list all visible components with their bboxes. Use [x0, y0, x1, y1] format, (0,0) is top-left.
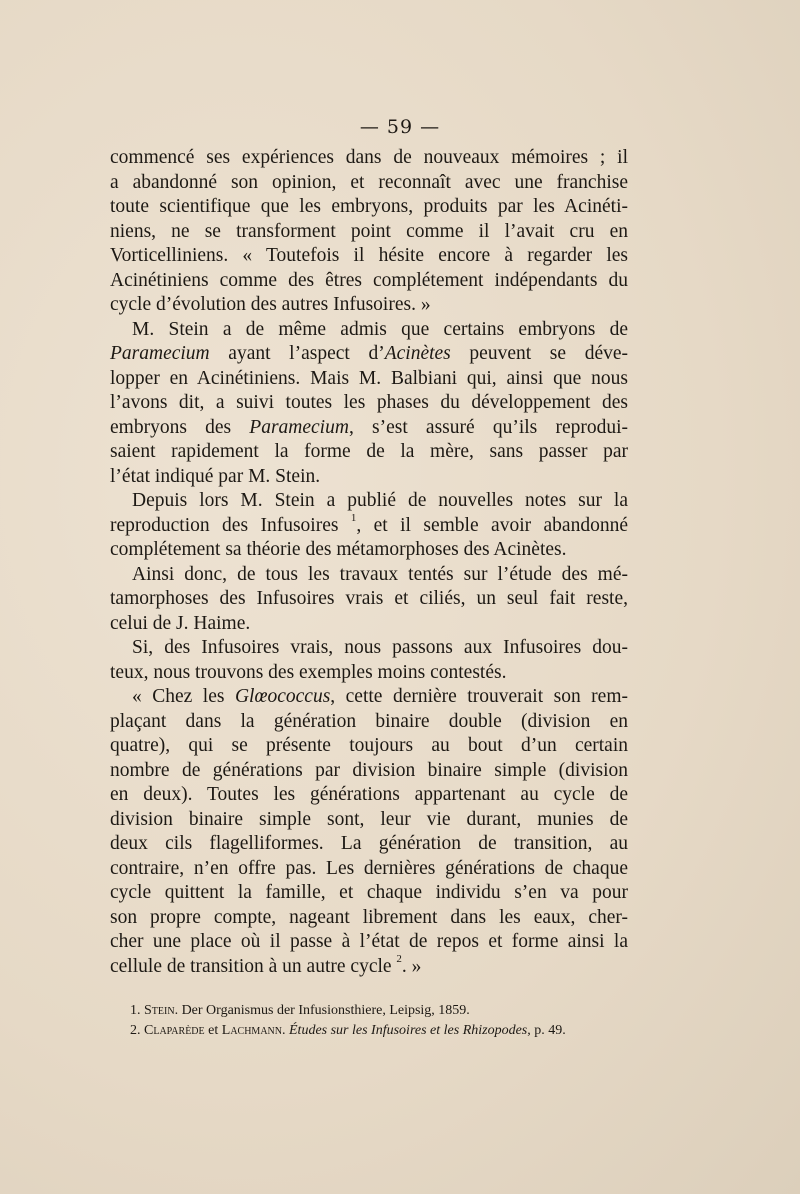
- footnote-separator: .: [282, 1023, 289, 1038]
- footnote-author: Stein: [144, 1003, 175, 1018]
- text-line: M. Stein a de même admis que certains embryons de: [132, 318, 628, 340]
- italic-term: Paramecium: [249, 416, 349, 438]
- footnote-title: Études sur les Infusoires et les Rhizopodes: [289, 1023, 528, 1038]
- text-span: cellule de transition à un autre cycle: [110, 955, 397, 977]
- text-line: cycle quittent la famille, et chaque individu s’en va pour: [110, 882, 628, 903]
- text-line: teux, nous trouvons des exemples moins contestés.: [110, 661, 507, 683]
- text-line: Acinétiniens comme des êtres complétement indépendants du: [110, 269, 628, 291]
- text-line: plaçant dans la génération binaire double (division en: [110, 710, 628, 732]
- footnote-author: Lachmann: [221, 1023, 282, 1038]
- text-line: [110, 511, 628, 539]
- text-line: son propre compte, nageant librement dans les eaux, cher-: [110, 906, 628, 928]
- footnote-text: . Der Organismus der Infusionsthiere, Leipsig, 1859.: [174, 1003, 470, 1018]
- text-line: [110, 416, 628, 441]
- text-line: saient rapidement la forme de la mère, sans passer par: [110, 441, 628, 462]
- footnote-2: [130, 1021, 630, 1041]
- text-line: a abandonné son opinion, et reconnaît avec une franchise: [110, 171, 628, 193]
- text-line: nombre de générations par division binaire simple (division: [110, 759, 628, 781]
- text-line: [110, 952, 628, 980]
- text-line: niens, ne se transforment point comme il l’avait cru en: [110, 220, 628, 242]
- text-line: en deux). Toutes les générations appartenant au cycle de: [110, 784, 628, 805]
- text-line: Ainsi donc, de tous les travaux tentés sur l’étude des mé-: [132, 563, 628, 585]
- footnotes: [130, 1001, 630, 1041]
- text-line: Depuis lors M. Stein a publié de nouvelles notes sur la: [132, 490, 628, 511]
- text-span: « Chez les: [132, 686, 235, 707]
- text-line: Vorticelliniens. « Toutefois il hésite encore à regarder les: [110, 245, 628, 266]
- text-line: contraire, n’en offre pas. Les dernières générations de chaque: [110, 857, 628, 879]
- italic-term: Glœococcus: [234, 686, 331, 707]
- text-line: lopper en Acinétiniens. Mais M. Balbiani qui, ainsi que nous: [110, 367, 628, 389]
- text-span: embryons des: [110, 416, 250, 438]
- italic-term: Paramecium: [110, 343, 210, 364]
- text-line: [110, 342, 628, 367]
- page-number: — 59 —: [359, 116, 441, 138]
- footnote-number: 2.: [130, 1023, 141, 1038]
- footnote-reference: 1: [350, 511, 357, 524]
- text-span: ayant l’aspect d’: [209, 343, 385, 364]
- text-span: , et il semble avoir abandonné: [356, 514, 628, 536]
- footnote-reference: 2: [396, 952, 402, 965]
- footnote-author: Claparède: [144, 1023, 205, 1038]
- text-line: cher une place où il passe à l’état de repos et forme ainsi la: [110, 931, 628, 952]
- footnote-page: , p. 49.: [527, 1023, 566, 1038]
- text-line: Si, des Infusoires vrais, nous passons aux Infusoires dou-: [132, 637, 628, 658]
- text-span: , s’est assuré qu’ils reprodui-: [348, 416, 628, 438]
- footnote-1: [130, 1001, 630, 1021]
- footnote-number: 1.: [130, 1003, 141, 1018]
- text-line: cycle d’évolution des autres Infusoires. »: [110, 294, 431, 315]
- text-span: peuvent se déve-: [450, 343, 629, 364]
- text-line: quatre), qui se présente toujours au bout d’un certain: [110, 735, 628, 756]
- text-line: deux cils flagelliformes. La génération de transition, au: [110, 833, 628, 854]
- text-line: complétement sa théorie des métamorphoses des Acinètes.: [110, 539, 567, 560]
- italic-term: Acinètes: [384, 343, 451, 364]
- text-line: tamorphoses des Infusoires vrais et ciliés, un seul fait reste,: [110, 588, 628, 609]
- body-text: [110, 146, 628, 979]
- text-line: [110, 685, 628, 710]
- text-span: , cette dernière trouverait son rem-: [330, 686, 628, 707]
- text-line: l’avons dit, a suivi toutes les phases du développement des: [110, 392, 628, 413]
- text-line: toute scientifique que les embryons, produits par les Acinéti-: [110, 196, 628, 217]
- text-line: l’état indiqué par M. Stein.: [110, 465, 321, 487]
- text-span: . »: [401, 955, 422, 977]
- text-line: commencé ses expériences dans de nouveaux mémoires ; il: [110, 147, 628, 168]
- footnote-conjunction: et: [204, 1023, 222, 1038]
- text-span: reproduction des Infusoires: [110, 514, 351, 536]
- text-line: division binaire simple sont, leur vie durant, munies de: [110, 808, 628, 830]
- text-line: celui de J. Haime.: [110, 612, 251, 634]
